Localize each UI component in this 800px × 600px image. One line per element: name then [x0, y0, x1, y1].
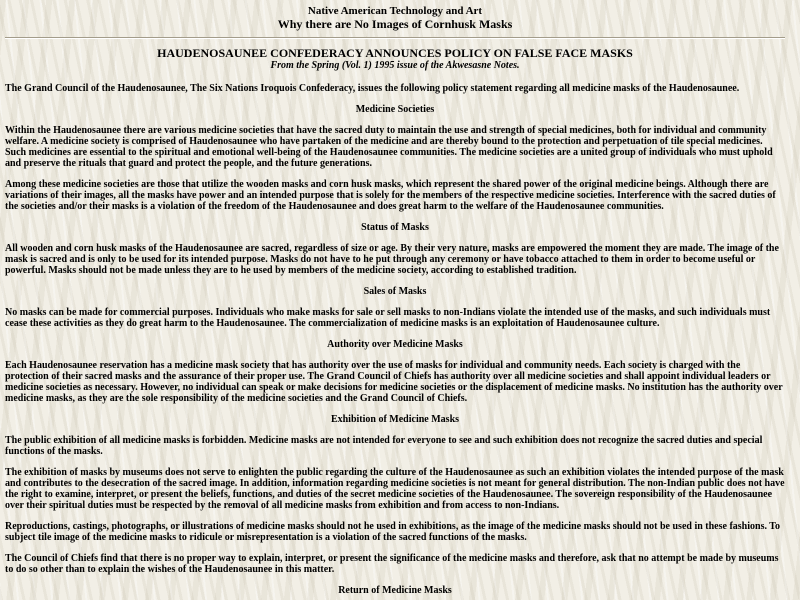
section-heading-status-of-masks: Status of Masks — [361, 222, 429, 233]
section-heading-return: Return of Medicine Masks — [338, 585, 452, 596]
paragraph: Reproductions, castings, photographs, or illustrations of medicine masks should not he used in exhibitions, as the image of the medicine masks should not be used in these fashions. To subject tile image of the medicine masks to ridicule or misrepresentation is a violation of the sacred functions of the masks. — [5, 521, 781, 543]
paragraph: The Council of Chiefs find that there is no proper way to explain, interpret, or present the significance of the medicine masks and therefore, ask that no attempt be made by museums to do so other than to explain the wishes of the Haudenosaunee in this matter. — [5, 553, 779, 575]
paragraph: All wooden and corn husk masks of the Haudenosaunee are sacred, regardless of size or age. By their very nature, masks are empowered the moment they are made. The image of the mask is sacred and is only to be used for its intended purpose. Masks do not have to he put through any ceremony or have tobacco attached to them in order to become useful or powerful. Masks should not be made unless they are to he used by members of the medicine society, according to established tradition. — [5, 243, 779, 276]
paragraph: Each Haudenosaunee reservation has a medicine mask society that has authority over the use of masks for individual and community needs. Each society is charged with the protection of their sacred masks and the assurance of their proper use. The Grand Council of Chiefs has authority over all medicine societies and shall appoint individual leaders or medicine societies as necessary. However, no individual can speak or make decisions for medicine societies or the displacement of medicine masks. No institution has the authority over medicine masks, as they are the sole responsibility of the medicine societies and the Grand Council of Chiefs. — [5, 360, 783, 404]
section-heading-medicine-societies: Medicine Societies — [355, 104, 435, 115]
section-heading-authority: Authority over Medicine Masks — [327, 339, 463, 350]
section-heading-sales-of-masks: Sales of Masks — [363, 286, 427, 297]
paragraph: Within the Haudenosaunee there are various medicine societies that have the sacred duty to maintain the use and strength of special medicines, both for individual and community welfare. A medicine society is comprised of Haudenosaunee who have partaken of the medicine and are thereby bound to the protection and perpetuation of tile special medicines. Such medicines are essential to the spiritual and emotional well-being of the Haudenosaunee communities. The medicine societies are a united group of individuals who must uphold and preserve the rituals that guard and protect the people, and the future generations. — [5, 125, 773, 169]
site-title: Native American Technology and Art — [307, 5, 483, 17]
paragraph: The exhibition of masks by museums does not serve to enlighten the public regarding the culture of the Haudenosaunee as such an exhibition violates the intended purpose of the mask and contributes to the desecration of the sacred image. In addition, information regarding medicine societies is not meant for general distribution. The non-Indian public does not have the right to examine, interpret, or present the beliefs, functions, and duties of the secret medicine societies of the Haudenosaunee. The sovereign responsibility of the Haudenosaunee over their spiritual duties must be respected by the removal of all medicine masks from exhibition and from access to non-Indians. — [5, 467, 785, 511]
divider — [5, 37, 785, 39]
article-headline: HAUDENOSAUNEE CONFEDERACY ANNOUNCES POLICY ON FALSE FACE MASKS — [157, 46, 633, 60]
section-heading-exhibition: Exhibition of Medicine Masks — [330, 414, 460, 425]
paragraph: No masks can be made for commercial purposes. Individuals who make masks for sale or sell masks to non-Indians violate the intended use of the masks, and such individuals must cease these activities as they do great harm to the Haudenosaunee. The commercialization of medicine masks is an exploitation of Haudenosaunee culture. — [5, 307, 771, 329]
article-intro: The Grand Council of the Haudenosaunee, The Six Nations Iroquois Confederacy, issues the following policy statement regarding all medicine masks of the Haudenosaunee. — [5, 83, 740, 94]
article-source: From the Spring (Vol. 1) 1995 issue of the Akwesasne Notes. — [270, 60, 520, 71]
paragraph: The public exhibition of all medicine masks is forbidden. Medicine masks are not intended for everyone to see and such exhibition does not recognize the sacred duties and special functions of the masks. — [5, 435, 763, 457]
article — [5, 46, 785, 596]
paragraph: Among these medicine societies are those that utilize the wooden masks and corn husk masks, which represent the shared power of the original medicine beings. Although there are variations of their images, all the masks have power and an intended purpose that is solely for the members of the respective medicine societies. Interference with the sacred duties of the societies and/or their masks is a violation of the freedom of the Haudenosaunee and does great harm to the welfare of the Haudenosaunee communities. — [5, 179, 776, 212]
page-title: Why there are No Images of Cornhusk Masks — [277, 17, 513, 31]
